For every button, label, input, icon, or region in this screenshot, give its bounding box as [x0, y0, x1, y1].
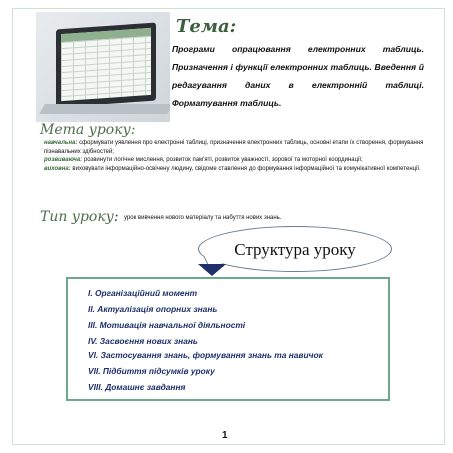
lesson-type-text: урок вивчення нового матеріалу та набуття нових знань.: [124, 215, 282, 221]
structure-item: ІІІ. Мотивація навчальної діяльності: [88, 320, 246, 330]
topic-text: Програми опрацювання електронних таблиць. Призначення і функції електронних таблиць. Введення й редагування даних в електронній таблиці. Форматування таблиць.: [172, 44, 424, 108]
goal-developmental: [44, 156, 440, 165]
spreadsheet-grid: [61, 36, 151, 101]
structure-item: VІІІ. Домашнє завдання: [88, 382, 186, 392]
lesson-goal-heading-text: Мета уроку: [40, 122, 131, 138]
goal-text: виховувати інформаційно-освічену людину, свідоме ставлення до формування інформаційної та комунікативної компетенції.: [70, 165, 421, 172]
structure-item: І. Організаційний момент: [88, 288, 198, 298]
structure-item: VІ. Застосування знань, формування знань та навичок: [88, 350, 323, 360]
structure-item: ІІ. Актуалізація опорних знань: [88, 304, 218, 314]
goal-text: розвинути логічне мислення, розвиток пам'яті, розвиток уважності, зорової та моторної координації;: [82, 157, 363, 164]
goal-label: розвиваюча:: [44, 157, 83, 164]
lesson-type-heading-text: Тип уроку: [40, 209, 114, 225]
structure-item: IV. Засвоєння нових знань: [88, 336, 198, 346]
goal-educational: [44, 139, 440, 156]
structure-item: VІІ. Підбиття підсумків уроку: [88, 366, 215, 376]
topic-heading: Тема:: [176, 16, 237, 37]
down-arrow-icon: [198, 264, 226, 276]
goal-label: виховна:: [44, 165, 71, 172]
goal-upbringing: [44, 165, 440, 174]
lesson-type-colon: :: [113, 209, 119, 225]
spreadsheet-display: [61, 28, 151, 101]
page-number: 1: [222, 430, 228, 441]
goal-label: навчальна:: [44, 140, 78, 146]
structure-title: Структура уроку: [234, 240, 356, 259]
lesson-type-heading: [40, 209, 119, 225]
structure-list: [88, 285, 372, 395]
laptop-keyboard: [39, 104, 170, 114]
goal-text: сформувати уявлення про електронні таблиці, призначення електронних таблиць, основні етапи їх створення, формування пізнавальних здібностей;: [44, 140, 424, 155]
laptop-screen: [56, 23, 156, 108]
lesson-goal-heading: Мета уроку:: [40, 122, 136, 138]
laptop-spreadsheet-image: [36, 12, 170, 122]
lesson-goals: [44, 139, 440, 173]
